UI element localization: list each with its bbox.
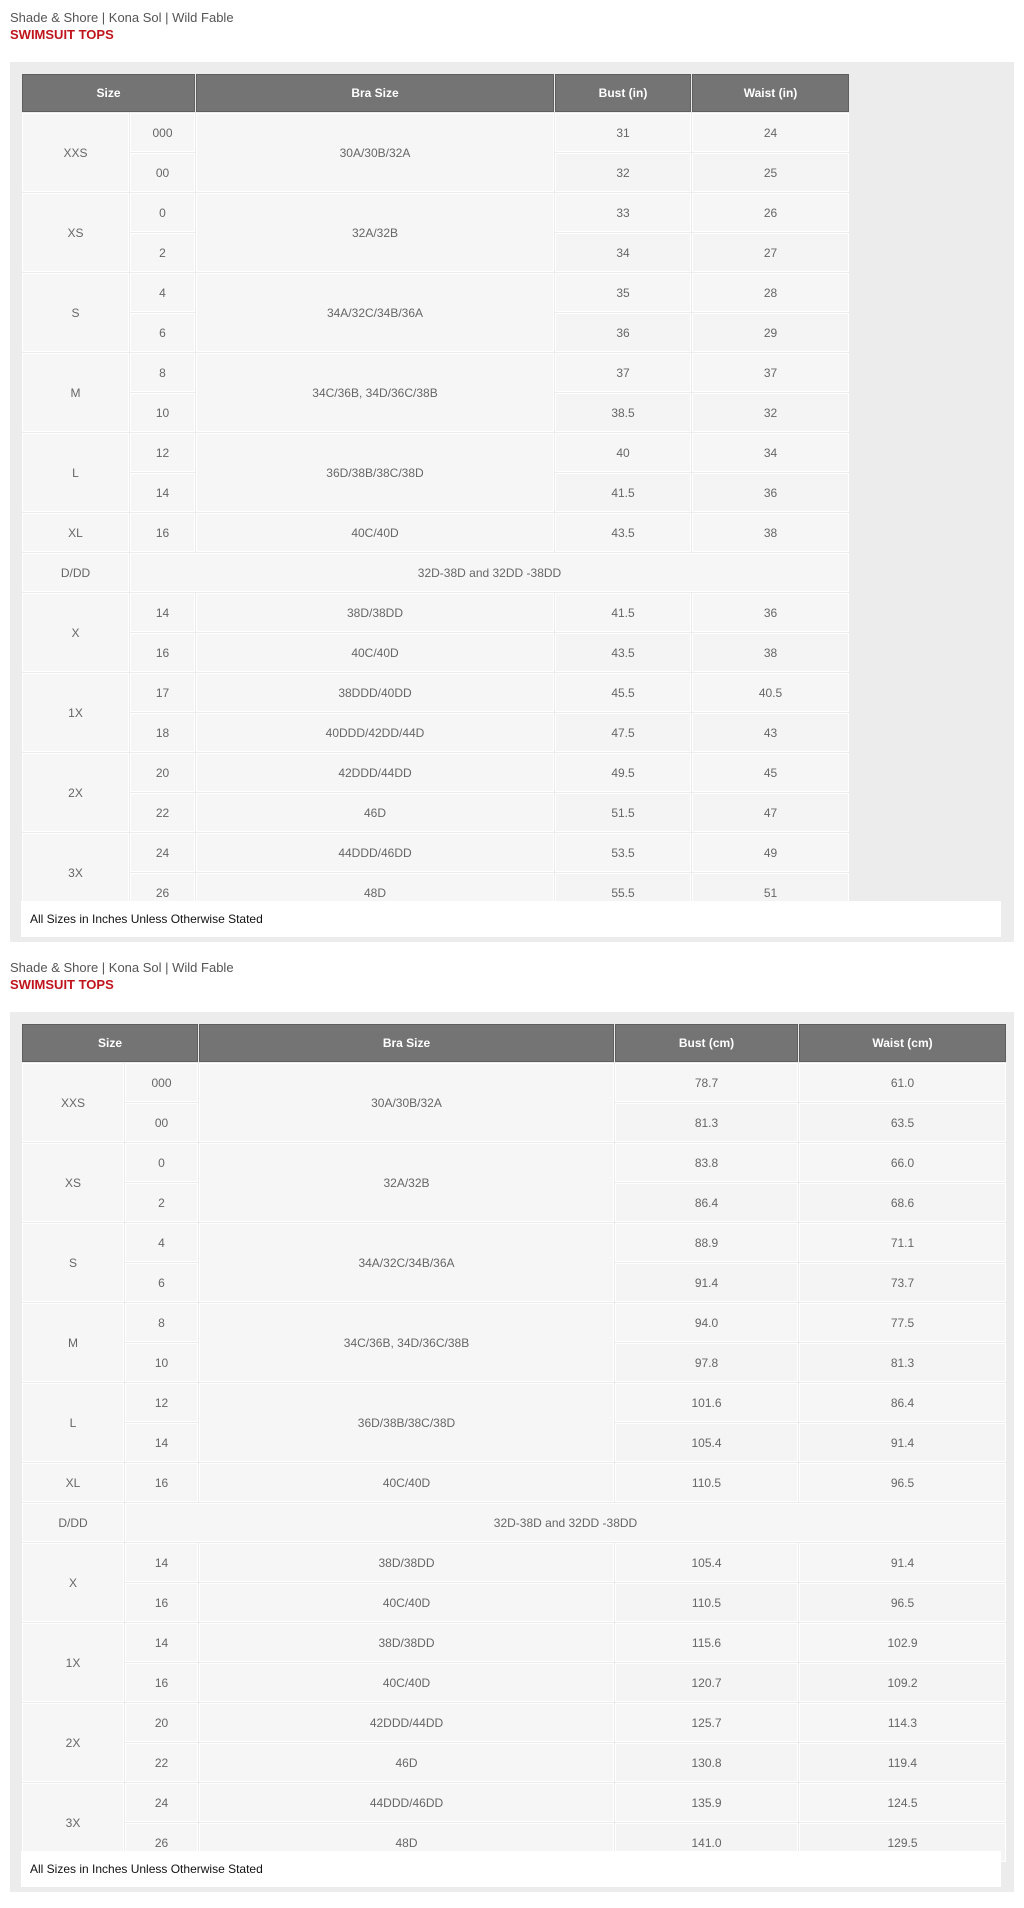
table-row [22,1303,1006,1342]
table-row [22,1663,1006,1702]
table-row [22,1783,1006,1822]
numeric-size-cell: 6 [125,1263,198,1302]
numeric-size-cell: 12 [125,1383,198,1422]
table-row [22,273,849,312]
footnote-text: All Sizes in Inches Unless Otherwise Stated [30,912,263,926]
table-row [22,1143,1006,1182]
cup-range-cell: 32D-38D and 32DD -38DD [125,1503,1006,1542]
bust-cell: 94.0 [615,1303,798,1342]
bust-cell: 32 [555,153,691,192]
numeric-size-cell: 14 [125,1423,198,1462]
numeric-size-cell: 14 [130,473,195,512]
waist-cell: 66.0 [799,1143,1006,1182]
waist-cell: 86.4 [799,1383,1006,1422]
bust-cell: 120.7 [615,1663,798,1702]
waist-cell: 45 [692,753,849,792]
waist-cell: 102.9 [799,1623,1006,1662]
size-cell: XL [22,1463,124,1502]
table-row [22,353,849,392]
bra-size-cell: 40C/40D [199,1463,614,1502]
table-panel [10,62,1014,942]
size-table [21,1023,1007,1863]
numeric-size-cell: 2 [125,1183,198,1222]
bust-cell: 97.8 [615,1343,798,1382]
bust-cell: 125.7 [615,1703,798,1742]
size-cell: 1X [22,1623,124,1702]
table-row [22,1223,1006,1262]
bust-cell: 38.5 [555,393,691,432]
size-cell: XXS [22,113,129,192]
size-cell: XS [22,1143,124,1222]
waist-cell: 49 [692,833,849,872]
brand-names: Shade & Shore | Kona Sol | Wild Fable [10,960,234,975]
numeric-size-cell: 24 [125,1783,198,1822]
waist-cell: 51 [692,873,849,912]
waist-cell: 47 [692,793,849,832]
numeric-size-cell: 14 [125,1623,198,1662]
bust-cell: 35 [555,273,691,312]
size-cell: S [22,273,129,352]
bra-size-cell: 38D/38DD [199,1543,614,1582]
size-cell: L [22,1383,124,1462]
numeric-size-cell: 14 [125,1543,198,1582]
bust-cell: 110.5 [615,1463,798,1502]
size-cell: 2X [22,1703,124,1782]
waist-cell: 29 [692,313,849,352]
bust-cell: 110.5 [615,1583,798,1622]
bust-cell: 31 [555,113,691,152]
bust-cell: 88.9 [615,1223,798,1262]
header-size: Size [22,1024,198,1062]
bust-cell: 47.5 [555,713,691,752]
size-cell: XXS [22,1063,124,1142]
header-bra-size: Bra Size [199,1024,614,1062]
bust-cell: 37 [555,353,691,392]
numeric-size-cell: 20 [125,1703,198,1742]
cup-range-cell: 32D-38D and 32DD -38DD [130,553,849,592]
table-panel [10,1012,1014,1892]
waist-cell: 38 [692,633,849,672]
table-row [22,633,849,672]
waist-cell: 38 [692,513,849,552]
waist-cell: 27 [692,233,849,272]
waist-cell: 25 [692,153,849,192]
bra-size-cell: 34A/32C/34B/36A [199,1223,614,1302]
bust-cell: 33 [555,193,691,232]
table-row [22,1583,1006,1622]
numeric-size-cell: 12 [130,433,195,472]
bra-size-cell: 36D/38B/38C/38D [199,1383,614,1462]
header-bust: Bust (cm) [615,1024,798,1062]
waist-cell: 34 [692,433,849,472]
bust-cell: 135.9 [615,1783,798,1822]
waist-cell: 96.5 [799,1463,1006,1502]
waist-cell: 61.0 [799,1063,1006,1102]
numeric-size-cell: 2 [130,233,195,272]
table-row [22,1703,1006,1742]
table-row [22,1063,1006,1102]
bust-cell: 40 [555,433,691,472]
bust-cell: 45.5 [555,673,691,712]
numeric-size-cell: 26 [125,1823,198,1862]
waist-cell: 36 [692,593,849,632]
size-cell: 3X [22,1783,124,1862]
numeric-size-cell: 00 [130,153,195,192]
size-cell: S [22,1223,124,1302]
size-cell: 2X [22,753,129,832]
waist-cell: 63.5 [799,1103,1006,1142]
size-cell: XS [22,193,129,272]
size-cell: 3X [22,833,129,912]
waist-cell: 77.5 [799,1303,1006,1342]
bra-size-cell: 44DDD/46DD [199,1783,614,1822]
bust-cell: 43.5 [555,513,691,552]
table-row [22,753,849,792]
bust-cell: 55.5 [555,873,691,912]
table-row [22,713,849,752]
bra-size-cell: 30A/30B/32A [196,113,554,192]
bust-cell: 53.5 [555,833,691,872]
table-row [22,193,849,232]
table-row [22,1743,1006,1782]
bra-size-cell: 46D [199,1743,614,1782]
header-size: Size [22,74,195,112]
numeric-size-cell: 16 [125,1583,198,1622]
bra-size-cell: 40C/40D [199,1583,614,1622]
size-cell: D/DD [22,553,129,592]
numeric-size-cell: 00 [125,1103,198,1142]
bra-size-cell: 44DDD/46DD [196,833,554,872]
header-waist: Waist (in) [692,74,849,112]
table-body [22,113,849,912]
bust-cell: 91.4 [615,1263,798,1302]
bust-cell: 34 [555,233,691,272]
numeric-size-cell: 16 [130,513,195,552]
waist-cell: 73.7 [799,1263,1006,1302]
numeric-size-cell: 10 [125,1343,198,1382]
waist-cell: 37 [692,353,849,392]
numeric-size-cell: 16 [125,1463,198,1502]
bra-size-cell: 32A/32B [199,1143,614,1222]
numeric-size-cell: 24 [130,833,195,872]
size-cell: D/DD [22,1503,124,1542]
bra-size-cell: 34C/36B, 34D/36C/38B [199,1303,614,1382]
chart-title: SWIMSUIT TOPS [10,27,114,42]
waist-cell: 36 [692,473,849,512]
numeric-size-cell: 16 [125,1663,198,1702]
bra-size-cell: 42DDD/44DD [196,753,554,792]
waist-cell: 71.1 [799,1223,1006,1262]
chart-title: SWIMSUIT TOPS [10,977,114,992]
bust-cell: 78.7 [615,1063,798,1102]
bust-cell: 86.4 [615,1183,798,1222]
waist-cell: 81.3 [799,1343,1006,1382]
bust-cell: 115.6 [615,1623,798,1662]
table-row [22,513,849,552]
size-cell: X [22,593,129,672]
brand-names: Shade & Shore | Kona Sol | Wild Fable [10,10,234,25]
bra-size-cell: 32A/32B [196,193,554,272]
size-cell: M [22,1303,124,1382]
bust-cell: 101.6 [615,1383,798,1422]
bra-size-cell: 34C/36B, 34D/36C/38B [196,353,554,432]
table-row [22,433,849,472]
header-row [22,1024,1006,1062]
numeric-size-cell: 000 [125,1063,198,1102]
numeric-size-cell: 26 [130,873,195,912]
numeric-size-cell: 18 [130,713,195,752]
bra-size-cell: 30A/30B/32A [199,1063,614,1142]
bra-size-cell: 34A/32C/34B/36A [196,273,554,352]
waist-cell: 96.5 [799,1583,1006,1622]
bust-cell: 43.5 [555,633,691,672]
bust-cell: 41.5 [555,593,691,632]
bust-cell: 83.8 [615,1143,798,1182]
waist-cell: 28 [692,273,849,312]
numeric-size-cell: 17 [130,673,195,712]
bra-size-cell: 38D/38DD [199,1623,614,1662]
waist-cell: 119.4 [799,1743,1006,1782]
bra-size-cell: 40C/40D [196,633,554,672]
numeric-size-cell: 6 [130,313,195,352]
bra-size-cell: 38DDD/40DD [196,673,554,712]
waist-cell: 129.5 [799,1823,1006,1862]
waist-cell: 24 [692,113,849,152]
size-cell: 1X [22,673,129,752]
bra-size-cell: 42DDD/44DD [199,1703,614,1742]
bust-cell: 105.4 [615,1543,798,1582]
header-bra-size: Bra Size [196,74,554,112]
numeric-size-cell: 000 [130,113,195,152]
table-row [22,593,849,632]
bra-size-cell: 46D [196,793,554,832]
bra-size-cell: 36D/38B/38C/38D [196,433,554,512]
waist-cell: 114.3 [799,1703,1006,1742]
table-row [22,553,849,592]
header-row [22,74,849,112]
waist-cell: 124.5 [799,1783,1006,1822]
bra-size-cell: 40DDD/42DD/44D [196,713,554,752]
waist-cell: 32 [692,393,849,432]
size-cell: M [22,353,129,432]
footnote [21,901,1001,937]
bust-cell: 41.5 [555,473,691,512]
bust-cell: 130.8 [615,1743,798,1782]
waist-cell: 26 [692,193,849,232]
numeric-size-cell: 10 [130,393,195,432]
bra-size-cell: 40C/40D [196,513,554,552]
numeric-size-cell: 14 [130,593,195,632]
numeric-size-cell: 22 [130,793,195,832]
numeric-size-cell: 8 [130,353,195,392]
bust-cell: 105.4 [615,1423,798,1462]
table-row [22,673,849,712]
table-row [22,793,849,832]
table-row [22,1503,1006,1542]
numeric-size-cell: 0 [130,193,195,232]
waist-cell: 91.4 [799,1423,1006,1462]
bust-cell: 81.3 [615,1103,798,1142]
waist-cell: 109.2 [799,1663,1006,1702]
table-row [22,1463,1006,1502]
waist-cell: 91.4 [799,1543,1006,1582]
table-row [22,113,849,152]
bust-cell: 51.5 [555,793,691,832]
table-body [22,1063,1006,1862]
size-table [21,73,850,913]
numeric-size-cell: 8 [125,1303,198,1342]
table-row [22,1383,1006,1422]
bra-size-cell: 40C/40D [199,1663,614,1702]
bra-size-cell: 48D [199,1823,614,1862]
table-row [22,833,849,872]
waist-cell: 40.5 [692,673,849,712]
bra-size-cell: 38D/38DD [196,593,554,632]
bust-cell: 49.5 [555,753,691,792]
waist-cell: 68.6 [799,1183,1006,1222]
numeric-size-cell: 0 [125,1143,198,1182]
table-row [22,1623,1006,1662]
size-cell: X [22,1543,124,1622]
bra-size-cell: 48D [196,873,554,912]
size-cell: XL [22,513,129,552]
size-cell: L [22,433,129,512]
footnote-text: All Sizes in Inches Unless Otherwise Stated [30,1862,263,1876]
numeric-size-cell: 22 [125,1743,198,1782]
numeric-size-cell: 16 [130,633,195,672]
numeric-size-cell: 4 [125,1223,198,1262]
bust-cell: 141.0 [615,1823,798,1862]
waist-cell: 43 [692,713,849,752]
table-row [22,1543,1006,1582]
header-bust: Bust (in) [555,74,691,112]
numeric-size-cell: 20 [130,753,195,792]
numeric-size-cell: 4 [130,273,195,312]
bust-cell: 36 [555,313,691,352]
footnote [21,1851,1001,1887]
header-waist: Waist (cm) [799,1024,1006,1062]
